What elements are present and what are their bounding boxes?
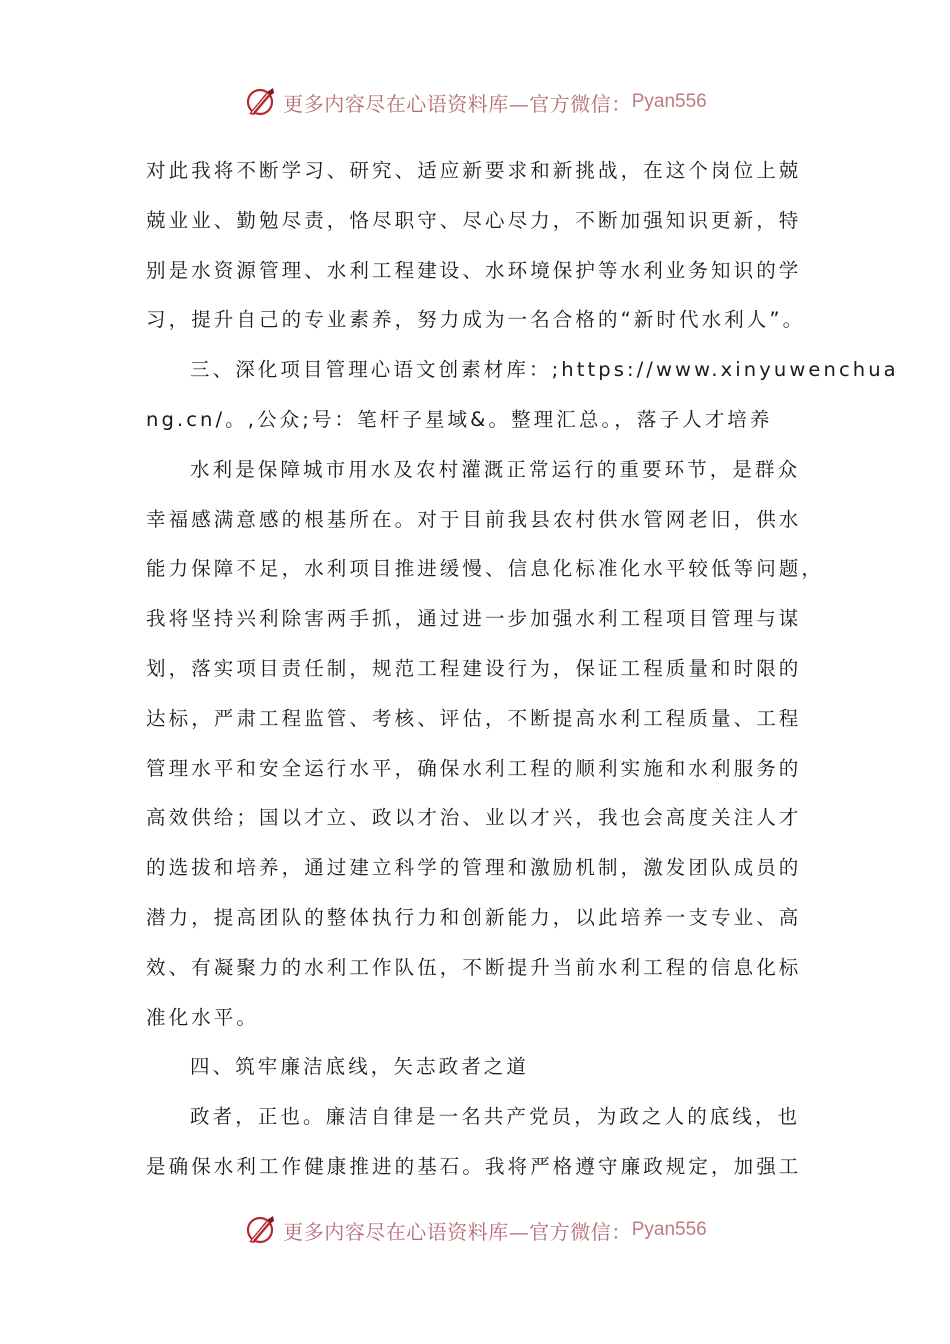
paragraph-start: 政者，正也。廉洁自律是一名共产党员，为政之人的底线，也	[190, 1105, 801, 1129]
body-line: 能力保障不足，水利项目推进缓慢、信息化标准化水平较低等问题，	[146, 557, 825, 581]
section-heading-3: 三、深化项目管理心语文创素材库：;https://www.xinyuwenchua	[190, 358, 899, 382]
body-line: 管理水平和安全运行水平，确保水利工程的顺利实施和水利服务的	[146, 756, 802, 780]
body-line: 效、有凝聚力的水利工作队伍，不断提升当前水利工程的信息化标	[146, 955, 802, 979]
header-banner-text: 更多内容尽在心语资料库—官方微信：	[283, 91, 632, 116]
body-line: 对此我将不断学习、研究、适应新要求和新挑战，在这个岗位上兢	[146, 159, 802, 182]
body-line: 准化水平。	[146, 1005, 260, 1029]
section-heading-4: 四、筑牢廉洁底线，矢志政者之道	[190, 1055, 530, 1079]
body-line: 兢业业、勤勉尽责，恪尽职守、尽心尽力，不断加强知识更新，特	[146, 208, 802, 232]
body-line: ng.cn/。,公众;号：笔杆子星域&。整理汇总。，落子人才培养	[146, 407, 773, 431]
body-line: 的选拔和培养，通过建立科学的管理和激励机制，激发团队成员的	[146, 856, 802, 880]
header-wechat-id: Pyan556	[631, 91, 707, 112]
body-line: 幸福感满意感的根基所在。对于目前我县农村供水管网老旧，供水	[146, 507, 802, 531]
pen-nib-logo-icon	[243, 84, 279, 120]
body-line: 高效供给；国以才立、政以才治、业以才兴，我也会高度关注人才	[146, 806, 802, 830]
paragraph-start: 水利是保障城市用水及农村灌溉正常运行的重要环节，是群众	[190, 457, 801, 481]
footer-wechat-id: Pyan556	[631, 1219, 707, 1240]
body-line: 我将坚持兴利除害两手抓，通过进一步加强水利工程项目管理与谋	[146, 607, 802, 631]
body-line: 潜力，提高团队的整体执行力和创新能力，以此培养一支专业、高	[146, 905, 802, 929]
footer-banner-text: 更多内容尽在心语资料库—官方微信：	[283, 1219, 632, 1244]
body-line: 达标，严肃工程监管、考核、评估，不断提高水利工程质量、工程	[146, 706, 802, 730]
body-line: 别是水资源管理、水利工程建设、水环境保护等水利业务知识的学	[146, 258, 802, 282]
body-line: 习，提升自己的专业素养，努力成为一名合格的“新时代水利人”。	[146, 308, 806, 332]
header-watermark-banner	[0, 82, 950, 122]
body-line: 是确保水利工作健康推进的基石。我将严格遵守廉政规定，加强工	[146, 1154, 802, 1178]
footer-watermark-banner	[0, 1210, 950, 1250]
pen-nib-logo-icon	[243, 1212, 279, 1248]
document-body	[146, 146, 899, 1192]
body-line: 划，落实项目责任制，规范工程建设行为，保证工程质量和时限的	[146, 656, 802, 680]
